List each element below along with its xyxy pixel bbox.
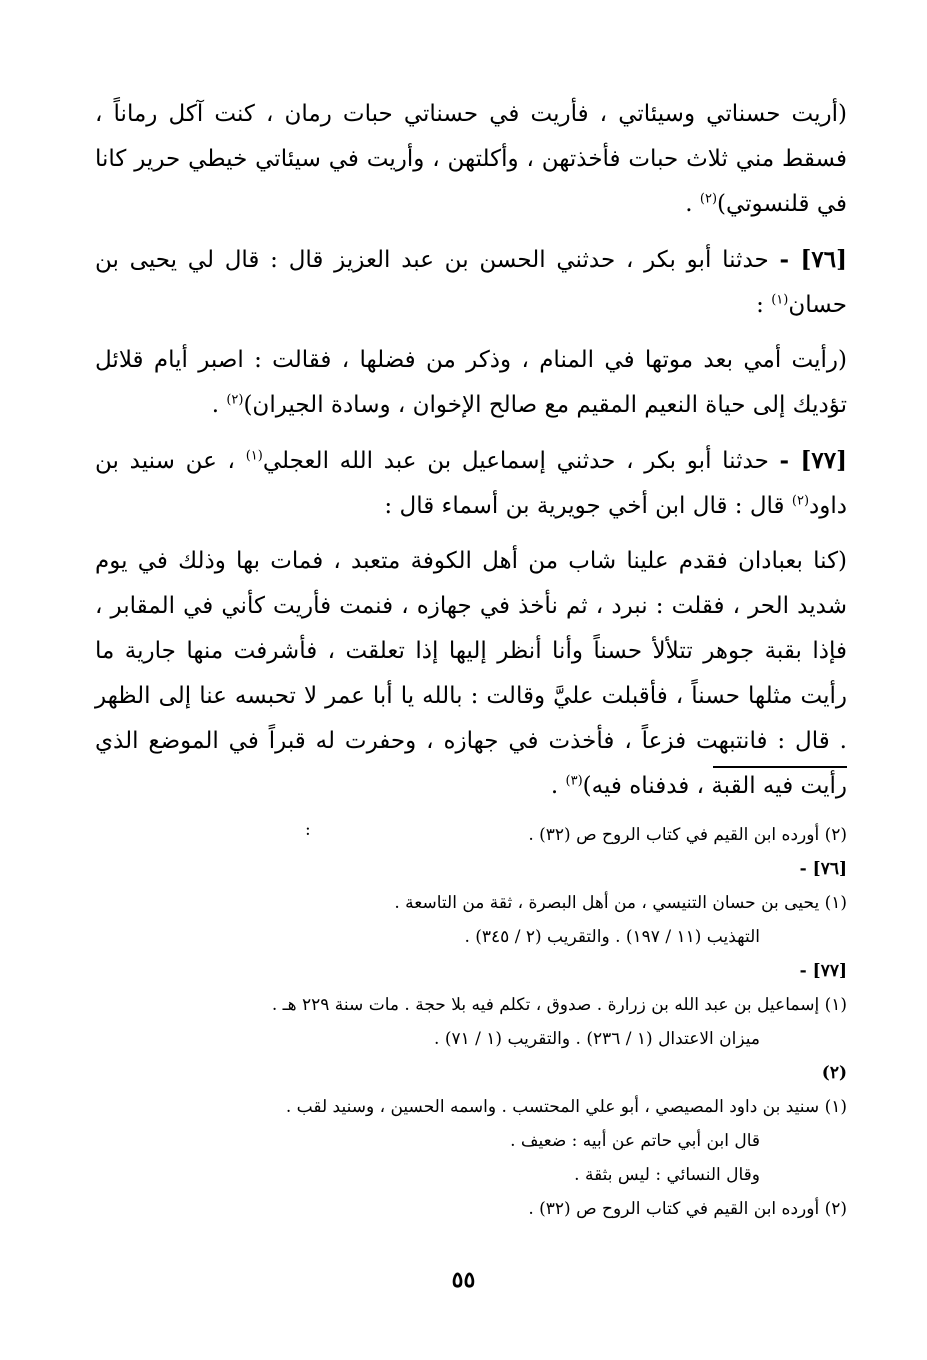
paragraph-end: . bbox=[211, 392, 227, 418]
footnote-line: ميزان الاعتدال (١ / ٢٣٦) . والتقريب (١ / ٧١) . bbox=[434, 1029, 760, 1049]
footnote-ref: (٢) bbox=[226, 392, 244, 408]
footnote-ref: (٣) bbox=[565, 773, 583, 789]
footnote-line: (٢) أورده ابن القيم في كتاب الروح ص (٣٢) . bbox=[528, 825, 847, 845]
stray-mark: : bbox=[305, 820, 311, 840]
paragraph-text: حدثنا أبو بكر ، حدثني إسماعيل بن عبد الله العجلي bbox=[262, 448, 780, 474]
main-text bbox=[95, 92, 847, 819]
footnotes bbox=[180, 818, 847, 1226]
footnote-section-marker: (٢) bbox=[821, 1063, 847, 1083]
paragraph-text: قال : قال ابن أخي جويرية بن أسماء قال : bbox=[384, 493, 792, 519]
footnote-section-marker: [٧٦] - bbox=[799, 859, 847, 879]
footnote-separator bbox=[713, 766, 847, 768]
footnote-ref: (١) bbox=[245, 448, 263, 464]
paragraph-narration-76 bbox=[95, 237, 847, 328]
page-number: ٥٥ bbox=[451, 1267, 476, 1293]
footnote-line: التهذيب (١١ / ١٩٧) . والتقريب (٢ / ٣٤٥) . bbox=[464, 927, 760, 947]
footnote-line: (٢) أورده ابن القيم في كتاب الروح ص (٣٢) . bbox=[528, 1199, 847, 1219]
paragraph-narration-77 bbox=[95, 438, 847, 529]
footnote-ref: (٢) bbox=[791, 493, 810, 509]
paragraph-text: (أريت حسناتي وسيئاتي ، فأريت في حسناتي حبات رمان ، كنت آكل رماناً ، فسقط مني ثلاث حبات فأخذتهن ، وأكلتهن ، وأريت في سيئاتي خيطي حرير كانا في قلنسوتي) bbox=[95, 101, 847, 217]
footnote-line: وقال النسائي : ليس بثقة . bbox=[574, 1165, 760, 1185]
footnote-line: قال ابن أبي حاتم عن أبيه : ضعيف . bbox=[510, 1131, 760, 1151]
footnote-line: (١) إسماعيل بن عبد الله بن زرارة . صدوق ، تكلم فيه بلا حجة . مات سنة ٢٢٩ هـ . bbox=[271, 995, 847, 1015]
footnote-ref: (٢) bbox=[699, 191, 718, 207]
paragraph-text: حدثنا أبو بكر ، حدثني الحسن بن عبد العزيز قال : قال لي يحيى بن حسان bbox=[95, 247, 847, 318]
footnote-line: (١) يحيى بن حسان التنيسي ، من أهل البصرة ، ثقة من التاسعة . bbox=[394, 893, 847, 913]
paragraph-text: (كنا بعبادان فقدم علينا شاب من أهل الكوفة متعبد ، فمات بها وذلك في يوم شديد الحر ، فقلت : نبرد ، ثم نأخذ في جهازه ، فنمت فأريت كأني في المقابر ، فإذا بقبة جوهر تتلألأ حسناً وأنا أنظر إليها إذا تعلقت ، فأشرفت منها جارية ما رأيت مثلها حسناً ، فأقبلت عليَّ وقالت : بالله يا أبا عمر لا تحبسه عنا إلى الظهر . قال : فانتبهت فزعاً ، فأخذت في جهازه ، وحفرت له قبراً في الموضع الذي رأيت فيه القبة ، فدفناه فيه) bbox=[95, 548, 847, 799]
paragraph-end: . bbox=[685, 191, 700, 217]
paragraph-quote-1 bbox=[95, 92, 847, 227]
footnote-line: (١) سنيد بن داود المصيصي ، أبو علي المحتسب . واسمه الحسين ، وسنيد لقب . bbox=[285, 1097, 847, 1117]
footnote-ref: (١) bbox=[771, 292, 789, 308]
paragraph-quote-3 bbox=[95, 539, 847, 809]
narration-number: [٧٦] - bbox=[779, 246, 847, 273]
paragraph-text: ، عن سنيد بن داود bbox=[95, 448, 847, 519]
footnote-section-marker: [٧٧] - bbox=[799, 961, 847, 981]
paragraph-quote-2 bbox=[95, 338, 847, 428]
paragraph-text: (رأيت أمي بعد موتها في المنام ، وذكر من فضلها ، فقالت : اصبر أيام قلائل تؤديك إلى حياة النعيم المقيم مع صالح الإخوان ، وسادة الجيران) bbox=[95, 347, 847, 418]
narration-number: [٧٧] - bbox=[779, 447, 848, 474]
paragraph-end: : bbox=[756, 292, 772, 318]
paragraph-end: . bbox=[550, 773, 566, 799]
